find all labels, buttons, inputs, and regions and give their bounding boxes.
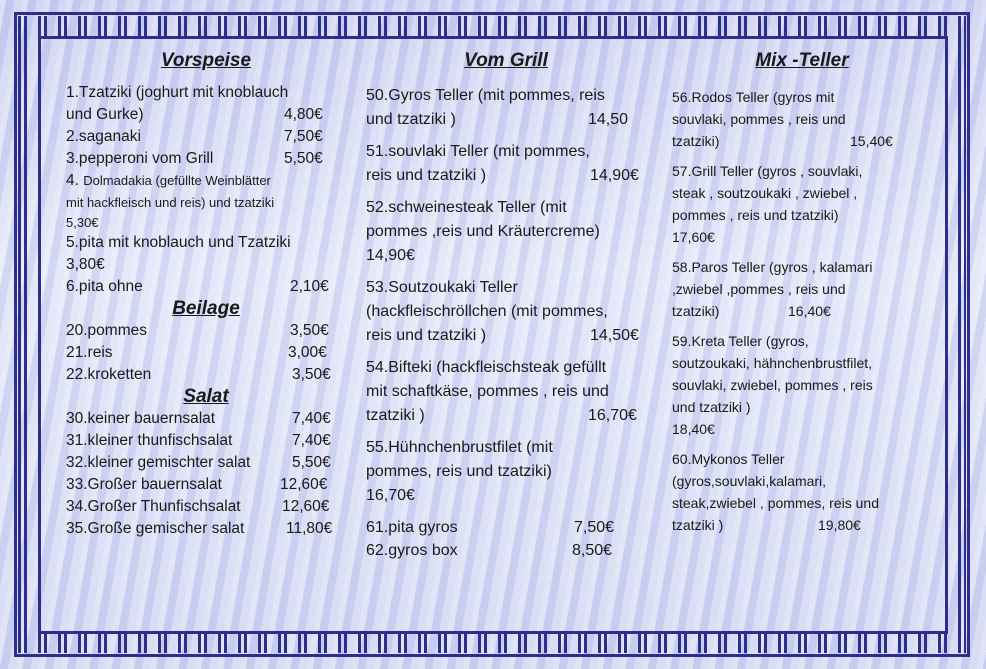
price: 3,50€ [292,366,331,383]
menu-item: 18,40€ [672,421,715,437]
menu-item: 55.Hühnchenbrustfilet (mit [366,439,553,456]
price: 7,50€ [574,519,615,536]
menu-item: tzatziki) 16,40€ [672,300,932,322]
menu-item: 2.saganaki 7,50€ [66,126,346,148]
price: 7,50€ [284,128,323,145]
menu-item: 3.pepperoni vom Grill 5,50€ [66,148,346,170]
menu-item: 22.kroketten 3,50€ [66,364,346,386]
menu-item: 4. Dolmadakia (gefüllte Weinblätter [66,172,271,189]
menu-item: 21.reis 3,00€ [66,342,346,364]
price: 12,60€ [280,476,328,493]
column-vom-grill [366,50,646,562]
menu-item: 60.Mykonos Teller [672,451,785,467]
menu-item: tzatziki ) 16,70€ [366,404,646,428]
menu-item: 52.schweinesteak Teller (mit [366,199,567,216]
menu-item: reis und tzatziki ) 14,90€ [366,164,646,188]
menu-item: souvlaki, zwiebel, pommes , reis [672,377,873,393]
menu-item: pommes ,reis und Kräutercreme) [366,223,600,240]
column-mix-teller [672,50,932,536]
menu-item: reis und tzatziki ) 14,50€ [366,324,646,348]
menu-item: 61.pita gyros 7,50€ [366,516,646,539]
price: 8,50€ [572,542,613,559]
heading-mix-teller: Mix -Teller [755,50,849,71]
menu-item: 6.pita ohne 2,10€ [66,276,346,298]
menu-item: 5,30€ [66,215,99,230]
menu-item: (hackfleischröllchen (mit pommes, [366,303,608,320]
menu-item: 5.pita mit knoblauch und Tzatziki [66,234,291,251]
price: 14,50€ [590,327,639,344]
price: 7,40€ [292,410,331,427]
menu-item: 30.keiner bauernsalat 7,40€ [66,408,346,430]
menu-item: 1.Tzatziki (joghurt mit knoblauch [66,84,289,101]
menu-item: 31.kleiner thunfischsalat 7,40€ [66,430,346,452]
price: 19,80€ [818,517,861,533]
menu-item: 17,60€ [672,229,715,245]
menu-item: 59.Kreta Teller (gyros, [672,333,809,349]
column-vorspeise-beilage-salat [66,50,346,540]
price: 4,80€ [284,106,323,123]
price: 3,50€ [290,322,329,339]
menu-item: 34.Großer Thunfischsalat 12,60€ [66,496,346,518]
menu-item: mit schaftkäse, pommes , reis und [366,383,609,400]
price: 12,60€ [282,498,330,515]
menu-item: und tzatziki ) 14,50 [366,108,646,132]
menu-item: 50.Gyros Teller (mit pommes, reis [366,87,605,104]
price: 7,40€ [292,432,331,449]
heading-vom-grill: Vom Grill [464,50,548,71]
menu-item: 35.Große gemischer salat 11,80€ [66,518,346,540]
price: 14,50 [588,111,629,128]
price: 5,50€ [292,454,331,471]
menu-item: 51.souvlaki Teller (mit pommes, [366,143,590,160]
menu-item: steak , soutzoukaki , zwiebel , [672,185,858,201]
price: 11,80€ [286,520,333,537]
heading-salat: Salat [183,386,229,407]
menu-item: 57.Grill Teller (gyros , souvlaki, [672,163,863,179]
menu-item: 53.Soutzoukaki Teller [366,279,518,296]
menu-item: mit hackfleisch und reis) und tzatziki [66,195,275,210]
menu-item: 20.pommes 3,50€ [66,320,346,342]
price: 15,40€ [850,133,893,149]
menu-item: 33.Großer bauernsalat 12,60€ [66,474,346,496]
menu-item: souvlaki, pommes , reis und [672,111,846,127]
menu-item: tzatziki) 15,40€ [672,130,932,152]
heading-beilage: Beilage [172,298,240,319]
price: 5,50€ [284,150,323,167]
price: 16,70€ [588,407,637,424]
menu-item: 62.gyros box 8,50€ [366,539,646,562]
menu-item: pommes, reis und tzatziki) [366,463,552,480]
menu-item: 58.Paros Teller (gyros , kalamari [672,259,873,275]
price: 16,40€ [788,303,831,319]
menu-item: steak,zwiebel , pommes, reis und [672,495,879,511]
menu-item: 3,80€ [66,256,105,273]
menu-item: soutzoukaki, hähnchenbrustfilet, [672,355,873,371]
price: 14,90€ [590,167,639,184]
menu-item: ,zwiebel ,pommes , reis und [672,281,846,297]
menu-item: pommes , reis und tzatziki) [672,207,839,223]
price: 3,00€ [288,344,327,361]
menu-item: 16,70€ [366,487,415,504]
menu-item: 54.Bifteki (hackfleischsteak gefüllt [366,359,607,376]
heading-vorspeise: Vorspeise [160,50,252,71]
menu-item: 56.Rodos Teller (gyros mit [672,89,835,105]
menu-item: 32.kleiner gemischter salat 5,50€ [66,452,346,474]
menu-item: und tzatziki ) [672,399,751,415]
menu-item: 14,90€ [366,247,415,264]
menu-item: und Gurke) 4,80€ [66,104,346,126]
menu-item: tzatziki ) 19,80€ [672,514,932,536]
price: 2,10€ [290,278,329,295]
menu-item: (gyros,souvlaki,kalamari, [672,473,827,489]
